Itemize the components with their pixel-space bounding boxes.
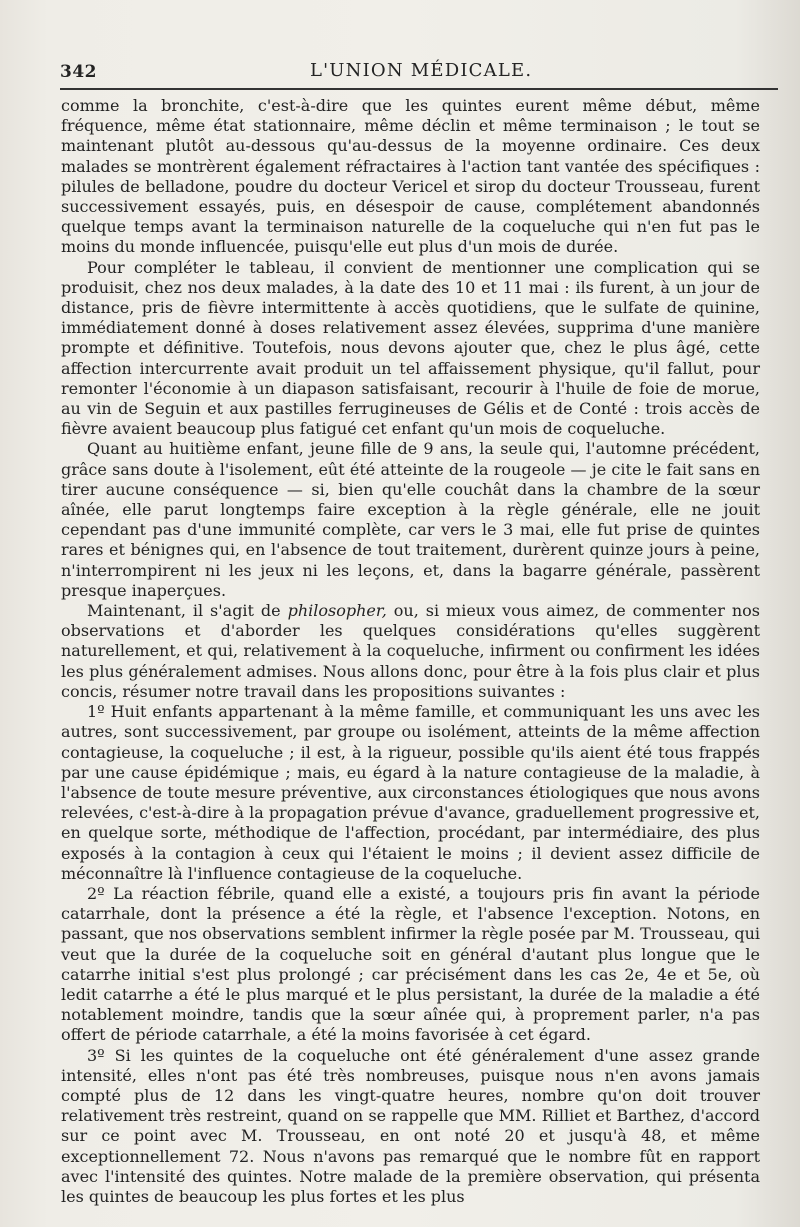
page-header — [58, 56, 778, 84]
proposition-3: 3º Si les quintes de la coqueluche ont été généralement d'une assez grande intensité, elles n'ont pas été très nombreuses, puisque nous n'en avons jamais compté plus de 12 dans les vingt-quatre heures, nombre qu'on doit trouver relativement très restreint, quand on se rappelle que MM. Rilliet et Barthez, d'accord sur ce point avec M. Trousseau, en ont noté 20 et jusqu'à 48, et même exceptionnellement 72. Nous n'avons pas remarqué que le nombre fût en rapport avec l'intensité des quintes. Notre malade de la première observation, qui présenta les quintes de beaucoup les plus fortes et les plus — [61, 1045, 760, 1206]
body-text — [61, 96, 760, 1207]
paragraph-complication: Pour compléter le tableau, il convient de mentionner une complication qui se produisit, chez nos deux malades, à la date des 10 et 11 mai : ils furent, à un jour de distance, pris de fièvre intermittente à accès quotidiens, que le sulfate de quinine, immédiatement donné à doses relativement assez élevées, supprima d'une manière prompte et définitive. Toutefois, nous devons ajouter que, chez le plus âgé, cette affection intercurrente avait produit un tel affaissement physique, qu'il fallut, pour remonter l'économie à un diapason satisfaisant, recourir à l'huile de foie de morue, au vin de Seguin et aux pastilles ferrugineuses de Gélis et de Conté : trois accès de fièvre avaient beaucoup plus fatigué cet enfant qu'un mois de coqueluche. — [61, 257, 760, 439]
paragraph-philosopher — [61, 601, 760, 702]
italic-word: philosopher, — [287, 601, 387, 621]
paragraph-text-after: ou, si mieux vous aimez, de commenter nos observations et d'aborder les quelques considérations qu'elles suggèrent naturellement, et qui, relativement à la coqueluche, infirment ou confirment les idées les plus généralement admises. Nous allons donc, pour être à la fois plus clair et plus concis, résumer notre travail dans les propositions suivantes : — [61, 601, 760, 701]
paragraph-eighth-child: Quant au huitième enfant, jeune fille de 9 ans, la seule qui, l'automne précédent, grâce sans doute à l'isolement, eût été atteinte de la rougeole — je cite le fait sans en tirer aucune conséquence — si, bien qu'elle couchât dans la chambre de la sœur aînée, elle parut longtemps faire exception à la règle générale, elle ne jouit cependant pas d'une immunité complète, car vers le 3 mai, elle fut prise de quintes rares et bénignes qui, en l'absence de tout traitement, durèrent quinze jours à peine, n'interrompirent ni les jeux ni les leçons, et, dans la bagarre générale, passèrent presque inaperçues. — [61, 439, 760, 600]
running-title: L'UNION MÉDICALE. — [310, 60, 533, 81]
header-rule — [60, 88, 778, 90]
proposition-1: 1º Huit enfants appartenant à la même famille, et communiquant les uns avec les autres, sont successivement, par groupe ou isolément, atteints de la même affection contagieuse, la coqueluche ; il est, à la rigueur, possible qu'ils aient été tous frappés par une cause épidémique ; mais, eu égard à la nature contagieuse de la maladie, à l'absence de toute mesure préventive, aux circonstances étiologiques que nous avons relevées, c'est-à-dire à la propagation prévue d'avance, graduellement progressive et, en quelque sorte, méthodique de l'affection, procédant, par intermédiaire, des plus exposés à la contagion à ceux qui l'étaient le moins ; il devient assez difficile de méconnaître là l'influence contagieuse de la coqueluche. — [61, 702, 760, 883]
paragraph-text-before: Maintenant, il s'agit de — [87, 601, 288, 621]
paragraph-continuation: comme la bronchite, c'est-à-dire que les quintes eurent même début, même fréquence, même état stationnaire, même déclin et même terminaison ; le tout se maintenant plutôt au-dessous qu'au-dessus de la moyenne ordinaire. Ces deux malades se montrèrent également réfractaires à l'action tant vantée des spécifiques : pilules de belladone, poudre du docteur Vericel et sirop du docteur Trousseau, furent successivement essayés, puis, en désespoir de cause, complétement abandonnés quelque temps avant la terminaison naturelle de la coqueluche qui n'en fut pas le moins du monde influencée, puisqu'elle eut plus d'un mois de durée. — [61, 96, 760, 257]
page-number: 342 — [60, 62, 97, 82]
proposition-2: 2º La réaction fébrile, quand elle a existé, a toujours pris fin avant la période catarrhale, dont la présence a été la règle, et l'absence l'exception. Notons, en passant, que nos observations semblent infirmer la règle posée par M. Trousseau, qui veut que la durée de la coqueluche soit en général d'autant plus longue que le catarrhe initial s'est plus prolongé ; car précisément dans les cas 2e, 4e et 5e, où ledit catarrhe a été le plus marqué et le plus persistant, la durée de la maladie a été notablement moindre, tandis que la sœur aînée qui, à proprement parler, n'a pas offert de période catarrhale, a été la moins favorisée à cet égard. — [61, 883, 760, 1045]
